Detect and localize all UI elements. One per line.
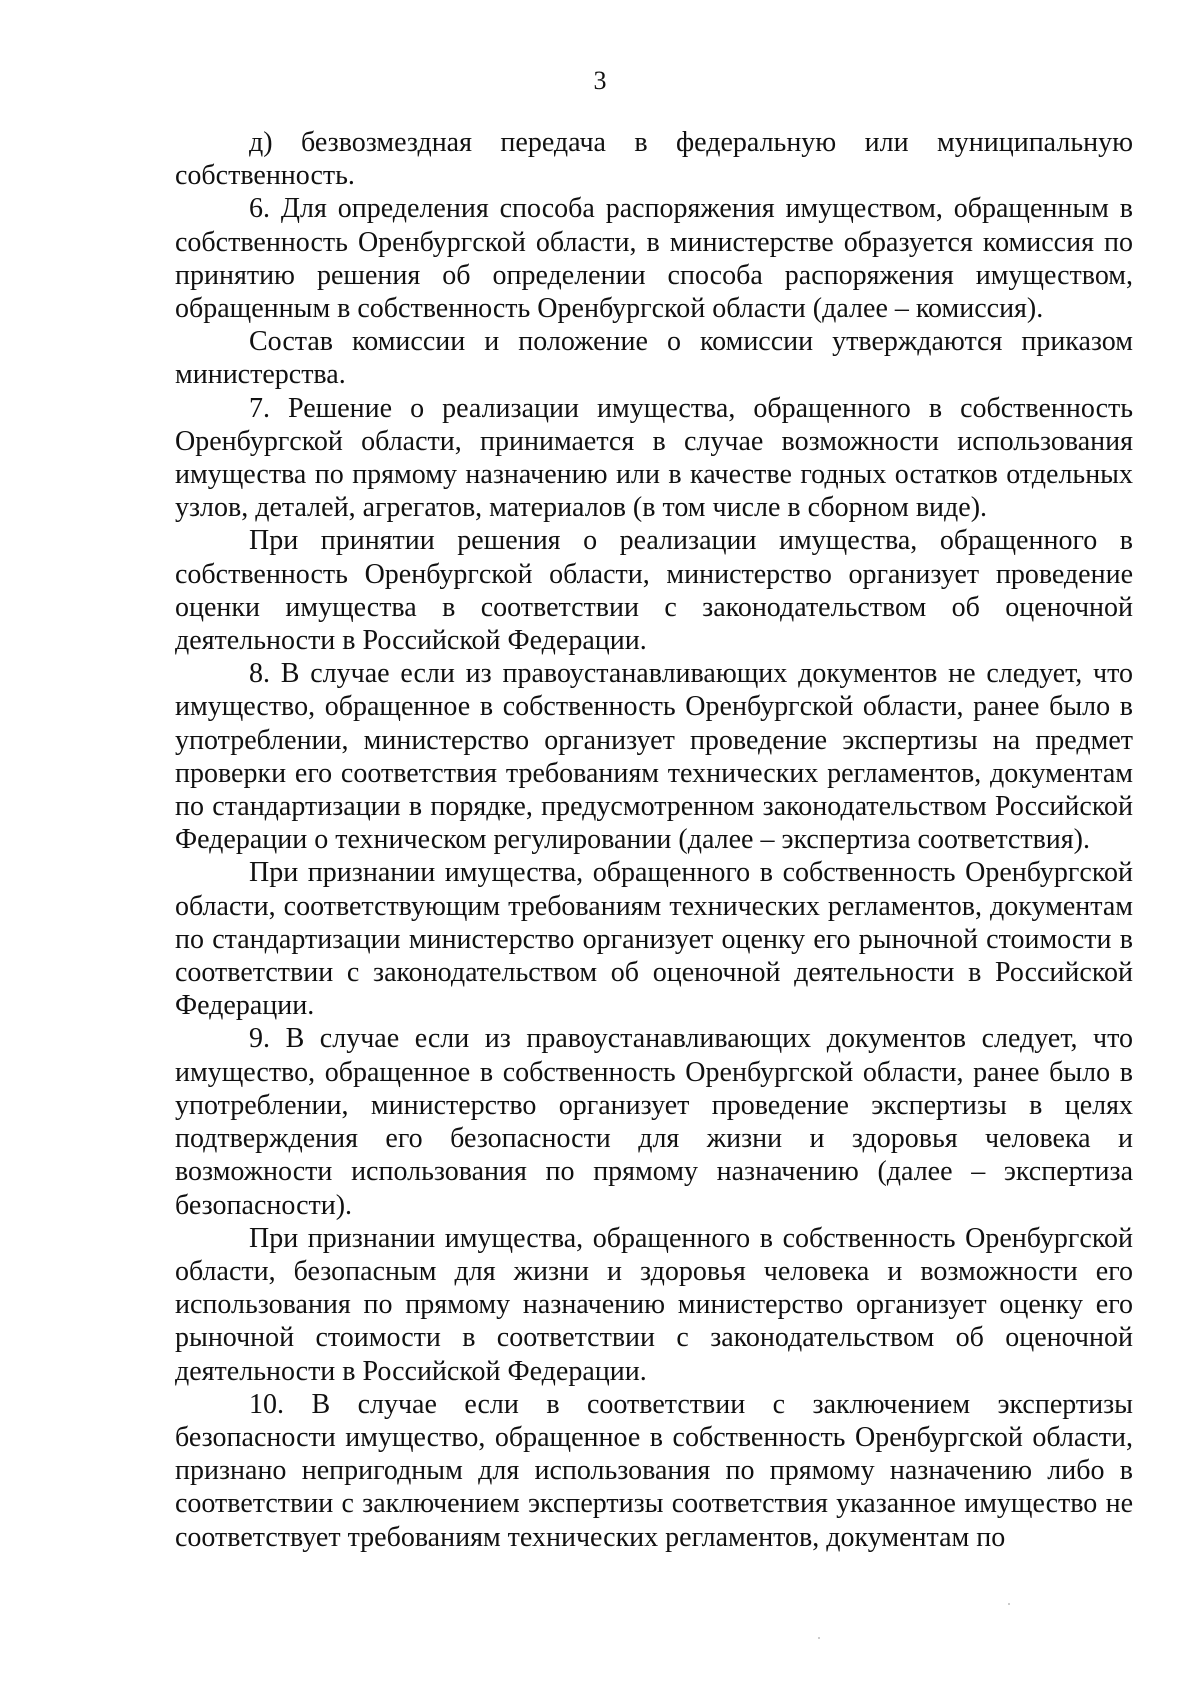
paragraph-7: 7. Решение о реализации имущества, обращенного в собственность Оренбургской области, принимается в случае возможности использования имущества по прямому назначению или в качестве годных остатков отдельных узлов, деталей, агрегатов, материалов (в том числе в сборном виде). [175, 392, 1133, 524]
paragraph-commission-composition: Состав комиссии и положение о комиссии утверждаются приказом министерства. [175, 326, 1133, 391]
scan-artifact [818, 1637, 820, 1639]
paragraph-9: 9. В случае если из правоустанавливающих документов следует, что имущество, обращенное в собственность Оренбургской области, ранее было в употреблении, министерство организует проведение экспертизы в целях подтверждения его безопасности для жизни и здоровья человека и возможности использования по прямому назначению (далее – экспертиза безопасности). [175, 1023, 1133, 1221]
document-body [175, 126, 1133, 1554]
paragraph-valuation: При принятии решения о реализации имущества, обращенного в собственность Оренбургской области, министерство организует проведение оценки имущества в соответствии с законодательством об оценочной деятельности в Российской Федерации. [175, 525, 1133, 657]
paragraph-6: 6. Для определения способа распоряжения имуществом, обращенным в собственность Оренбургской области, в министерстве образуется комиссия по принятию решения об определении способа распоряжения имуществом, обращенным в собственность Оренбургской области (далее – комиссия). [175, 193, 1133, 325]
scan-artifact [1008, 1603, 1010, 1605]
paragraph-10: 10. В случае если в соответствии с заключением экспертизы безопасности имущество, обращенное в собственность Оренбургской области, признано непригодным для использования по прямому назначению либо в соответствии с заключением экспертизы соответствия указанное имущество не соответствует требованиям технических регламентов, документам по [175, 1388, 1133, 1553]
paragraph-5d: д) безвозмездная передача в федеральную или муниципальную собственность. [175, 127, 1133, 192]
paragraph-conformity-valuation: При признании имущества, обращенного в собственность Оренбургской области, соответствующим требованиям технических регламентов, документам по стандартизации министерство организует оценку его рыночной стоимости в соответствии с законодательством об оценочной деятельности в Российской Федерации. [175, 857, 1133, 1022]
paragraph-8: 8. В случае если из правоустанавливающих документов не следует, что имущество, обращенное в собственность Оренбургской области, ранее было в употреблении, министерство организует проведение экспертизы на предмет проверки его соответствия требованиям технических регламентов, документам по стандартизации в порядке, предусмотренном законодательством Российской Федерации о техническом регулировании (далее – экспертиза соответствия). [175, 658, 1133, 856]
paragraph-safety-valuation: При признании имущества, обращенного в собственность Оренбургской области, безопасным для жизни и здоровья человека и возможности его использования по прямому назначению министерство организует оценку его рыночной стоимости в соответствии с законодательством об оценочной деятельности в Российской Федерации. [175, 1222, 1133, 1387]
page-number: 3 [593, 66, 607, 95]
